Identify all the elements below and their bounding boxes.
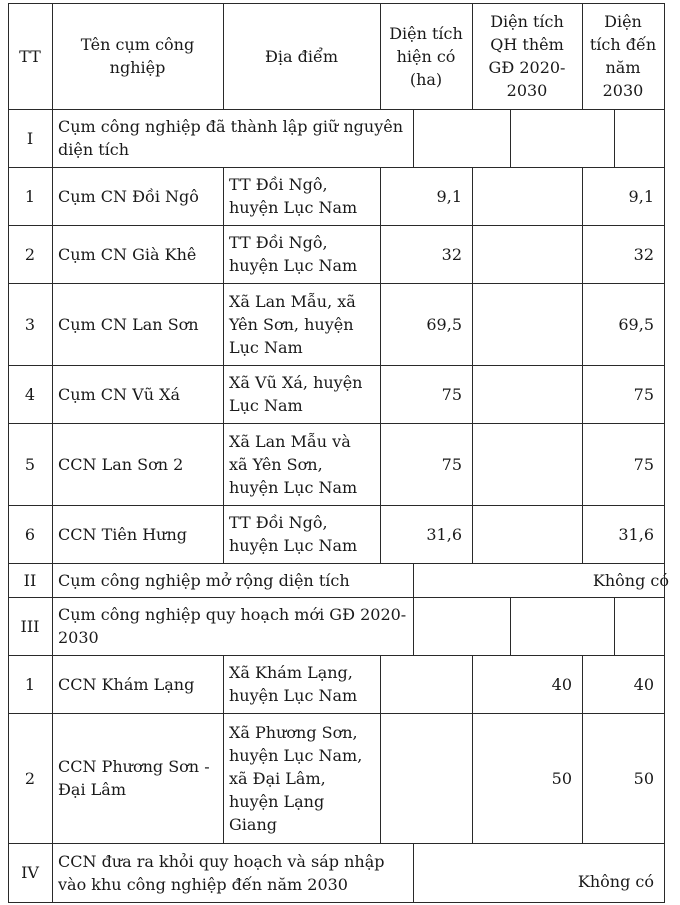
section-title: Cụm công nghiệp đã thành lập giữ nguyên diện tích (58, 117, 404, 159)
section-title: CCN đưa ra khỏi quy hoạch và sáp nhập vào khu công nghiệp đến năm 2030 (58, 851, 385, 894)
header-existing-area: Diện tích hiện có (ha) (389, 23, 463, 89)
row-additional-area (472, 505, 582, 563)
grid-line (510, 109, 511, 167)
row-additional-area (472, 167, 582, 225)
grid-line (413, 109, 414, 167)
row-location: Xã Vũ Xá, huyện Lục Nam (229, 373, 363, 415)
header-tt: TT (19, 46, 41, 66)
row-existing-area (380, 713, 472, 843)
row-cluster-name: Cụm CN Đồi Ngô (58, 186, 199, 206)
section-note: Không có (577, 872, 654, 891)
row-additional-area (472, 225, 582, 283)
row-additional-area: 40 (551, 674, 572, 694)
header-cluster-name: Tên cụm công nghiệp (80, 35, 195, 77)
row-area-2030: 69,5 (618, 314, 654, 334)
row-area-2030: 32 (633, 244, 654, 264)
grid-line (614, 597, 615, 655)
row-location: Xã Lan Mẫu và xã Yên Sơn, huyện Lục Nam (229, 431, 358, 497)
grid-line (664, 3, 665, 903)
row-tt: 4 (24, 384, 36, 404)
section-roman: III (20, 616, 40, 636)
row-cluster-name: Cụm CN Già Khê (58, 244, 197, 264)
row-existing-area: 75 (441, 454, 462, 474)
row-tt: 1 (24, 674, 36, 694)
grid-line (510, 597, 511, 655)
section-note: Không có (592, 570, 669, 590)
section-roman: IV (21, 863, 39, 882)
row-cluster-name: Cụm CN Lan Sơn (58, 314, 199, 334)
row-additional-area (472, 365, 582, 423)
row-area-2030: 50 (633, 768, 654, 788)
section-title: Cụm công nghiệp mở rộng diện tích (58, 570, 350, 590)
row-location: TT Đồi Ngô, huyện Lục Nam (229, 233, 358, 275)
row-location: TT Đồi Ngô, huyện Lục Nam (229, 513, 358, 555)
row-cluster-name: CCN Phương Sơn - Đại Lâm (58, 757, 210, 799)
header-additional-area: Diện tích QH thêm GĐ 2020- 2030 (488, 12, 566, 100)
row-additional-area: 50 (551, 768, 572, 788)
row-tt: 1 (24, 186, 36, 206)
row-location: Xã Khám Lạng, huyện Lục Nam (229, 663, 358, 705)
row-location: Xã Lan Mẫu, xã Yên Sơn, huyện Lục Nam (229, 291, 356, 357)
section-roman: II (23, 570, 37, 590)
row-cluster-name: CCN Lan Sơn 2 (58, 454, 184, 474)
row-area-2030: 9,1 (628, 186, 654, 206)
row-tt: 6 (24, 524, 36, 544)
row-tt: 2 (24, 244, 36, 264)
section-roman: I (26, 128, 34, 148)
row-area-2030: 75 (633, 454, 654, 474)
row-area-2030: 75 (633, 384, 654, 404)
row-tt: 2 (24, 768, 36, 788)
row-existing-area: 9,1 (436, 186, 462, 206)
row-existing-area: 69,5 (426, 314, 462, 334)
row-existing-area: 75 (441, 384, 462, 404)
row-cluster-name: CCN Khám Lạng (58, 674, 195, 694)
grid-line (8, 902, 664, 903)
row-location: TT Đồi Ngô, huyện Lục Nam (229, 175, 358, 217)
row-additional-area (472, 283, 582, 365)
row-area-2030: 40 (633, 674, 654, 694)
row-additional-area (472, 423, 582, 505)
row-cluster-name: Cụm CN Vũ Xá (58, 384, 181, 404)
header-area-2030: Diện tích đến năm 2030 (589, 12, 657, 100)
row-existing-area: 32 (441, 244, 462, 264)
row-area-2030: 31,6 (618, 524, 654, 544)
section-title: Cụm công nghiệp quy hoạch mới GĐ 2020- 2030 (58, 605, 407, 647)
grid-line (614, 109, 615, 167)
row-tt: 5 (24, 454, 36, 474)
row-tt: 3 (24, 314, 36, 334)
row-cluster-name: CCN Tiên Hưng (58, 524, 188, 544)
row-existing-area: 31,6 (426, 524, 462, 544)
header-location: Địa điểm (264, 46, 339, 66)
row-existing-area (380, 655, 472, 713)
row-location: Xã Phương Sơn, huyện Lục Nam, xã Đại Lâm, huyện Lạng Giang (229, 722, 363, 834)
